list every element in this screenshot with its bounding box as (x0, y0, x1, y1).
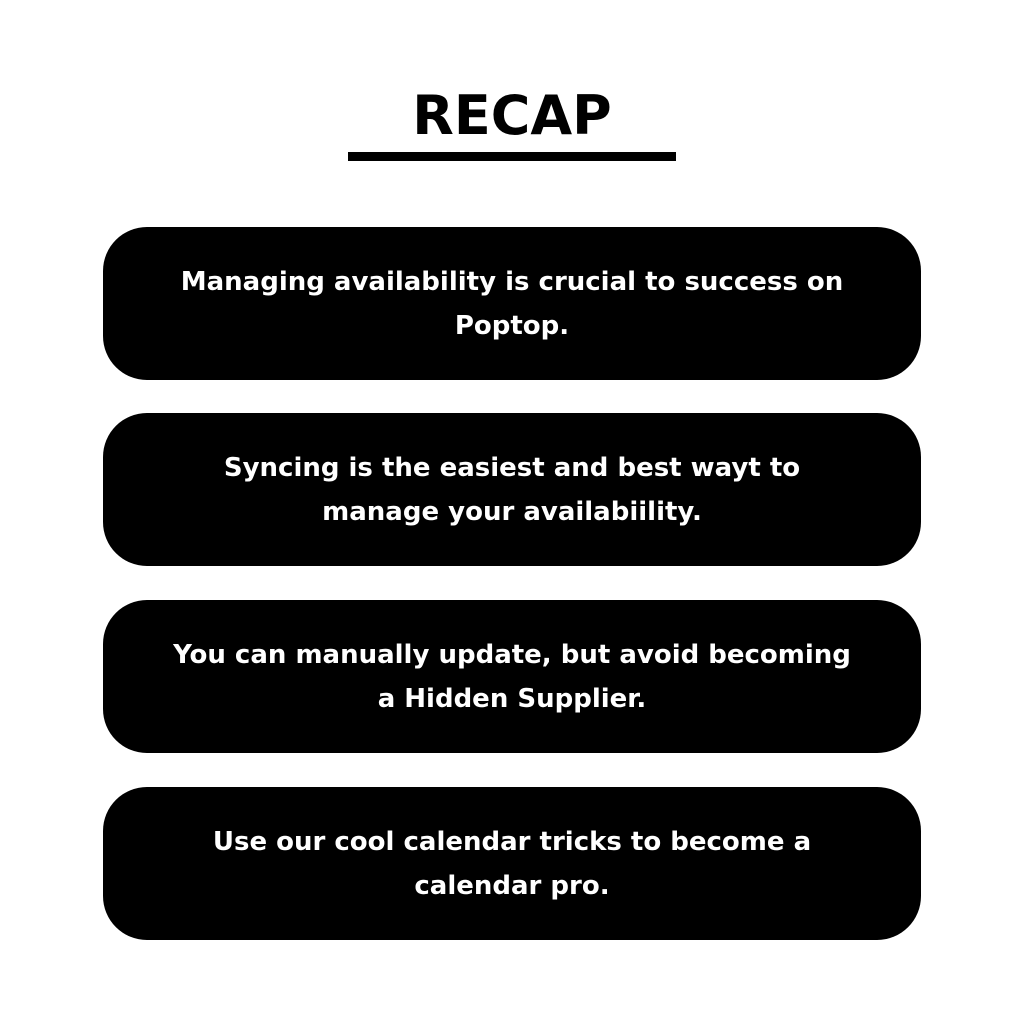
recap-card-text: Syncing is the easiest and best wayt to manage your availabiility. (223, 452, 801, 527)
recap-card-text: Managing availability is crucial to success on Poptop. (180, 266, 844, 341)
recap-card-1 (103, 227, 921, 380)
recap-card-2 (103, 413, 921, 566)
recap-card-4 (103, 787, 921, 940)
recap-card-3 (103, 600, 921, 753)
page-title: RECAP (412, 84, 612, 147)
recap-card-text: Use our cool calendar tricks to become a calendar pro. (212, 826, 812, 901)
title-underline (348, 152, 676, 161)
recap-card-text: You can manually update, but avoid becoming a Hidden Supplier. (173, 639, 851, 714)
